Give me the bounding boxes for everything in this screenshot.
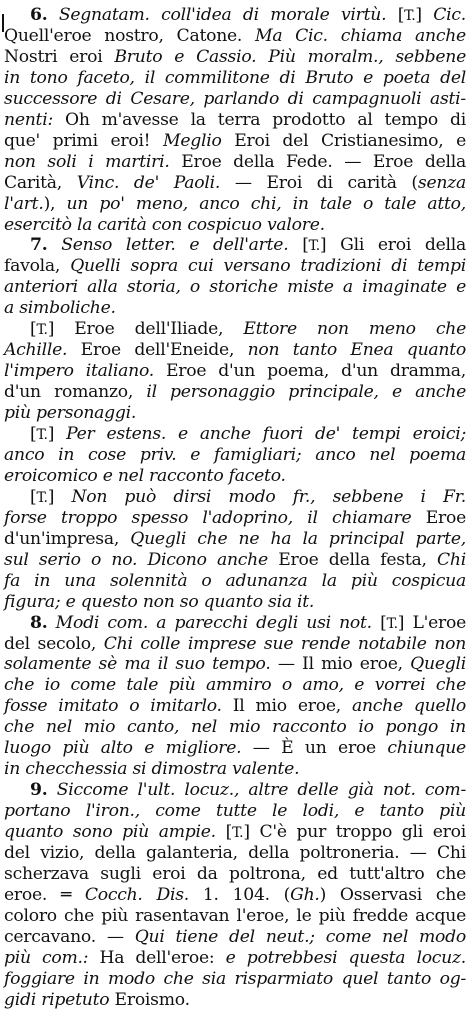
- text-line: esercitò la carità con cospicuo valore.: [4, 214, 325, 235]
- text-line: Nostri eroi Bruto e Cassio. Più moralm., sebbene: [4, 46, 466, 67]
- text-line: del vizio, della galanteria, della poltroneria. — Chi: [4, 843, 466, 863]
- text-line: scherzava sugli eroi da poltrona, ed tutt'altro che: [4, 863, 466, 884]
- text-line: 7. Senso letter. e dell'arte. [T.] Gli eroi della: [30, 235, 467, 256]
- text-line: più personaggi.: [4, 403, 137, 424]
- text-line: 6. Segnatam. coll'idea di morale virtù. [T.] Cic.: [30, 5, 466, 25]
- text-line: che nel mio canto, nel mio racconto io pongo in: [4, 717, 466, 738]
- text-line: favola, Quelli sopra cui versano tradizioni di tempi: [4, 256, 466, 277]
- text-line: [T.] Eroe dell'Iliade, Ettore non meno che: [30, 319, 466, 340]
- text-line: figura; e questo non so quanto sia it.: [4, 591, 315, 612]
- text-line: que' primi eroi! Meglio Eroi del Cristianesimo, e: [4, 130, 466, 151]
- text-line: anco in cose priv. e famigliari; anco nel poema: [4, 444, 466, 465]
- text-line: portano l'iron., come tutte le lodi, e tanto più: [4, 801, 466, 822]
- text-line: Carità, Vinc. de' Paoli. — Eroi di carità (senza: [4, 172, 466, 193]
- text-line: fa in una solennità o adunanza la più cospicua: [4, 570, 466, 591]
- text-line: anteriori alla storia, o storiche miste a imaginate e: [4, 277, 466, 298]
- text-line: coloro che più rasentavan l'eroe, le più fredde acque: [4, 905, 466, 926]
- text-line: che io come tale più ammiro o amo, e vorrei che: [4, 675, 466, 696]
- text-line: quanto sono più ampie. [T.] C'è pur troppo gli eroi: [4, 822, 466, 843]
- text-line: fosse imitato o imitarlo. Il mio eroe, anche quello: [4, 696, 466, 717]
- text-line: 9. Siccome l'ult. locuz., altre delle già not. com-: [30, 780, 466, 801]
- text-line: [T.] Per estens. e anche fuori de' tempi eroici;: [30, 424, 466, 444]
- text-line: in tono faceto, il commilitone di Bruto e poeta del: [4, 67, 466, 88]
- text-line: [T.] Non può dirsi modo fr., sebbene i Fr.: [30, 486, 466, 507]
- text-line: in checchessia si dimostra valente.: [4, 759, 300, 780]
- text-line: del secolo, Chi colle imprese sue rende notabile non: [4, 633, 467, 654]
- text-line: luogo più alto e migliore. — È un eroe chiunque: [4, 738, 466, 759]
- text-line: non soli i martiri. Eroe della Fede. — Eroe della: [4, 151, 466, 172]
- text-line: l'impero italiano. Eroe d'un poema, d'un dramma,: [4, 361, 466, 382]
- text-line: sul serio o no. Dicono anche Eroe della festa, Chi: [4, 549, 466, 570]
- text-line: foggiare in modo che sia risparmiato quel tanto og-: [4, 968, 466, 989]
- text-line: l'art.), un po' meno, anco chi, in tale o tale atto,: [4, 193, 466, 214]
- text-line: 8. Modi com. a parecchi degli usi not. [T.] L'eroe: [30, 612, 467, 633]
- text-line: eroicomico e nel racconto faceto.: [4, 465, 286, 486]
- text-line: Quell'eroe nostro, Catone. Ma Cic. chiama anche: [4, 25, 466, 46]
- text-line: gidi ripetuto Eroismo.: [4, 989, 190, 1010]
- text-line: più com.: Ha dell'eroe: e potrebbesi questa locuz.: [4, 947, 467, 968]
- text-line: solamente sè ma il suo tempo. — Il mio eroe, Quegli: [4, 654, 466, 675]
- text-line: a simboliche.: [4, 298, 116, 319]
- text-line: successore di Cesare, parlando di campagnuoli asti-: [4, 88, 466, 109]
- text-line: d'un romanzo, il personaggio principale, e anche: [4, 382, 467, 403]
- text-line: eroe. ═ Cocch. Dis. 1. 104. (Gh.) Osservasi che: [4, 884, 466, 905]
- text-line: d'un'impresa, Quegli che ne ha la principal parte,: [4, 528, 466, 549]
- text-line: forse troppo spesso l'adoprino, il chiamare Eroe: [4, 507, 467, 528]
- text-line: Achille. Eroe dell'Eneide, non tanto Enea quanto: [4, 340, 466, 361]
- text-line: nenti: Oh m'avesse la terra prodotto al tempo di: [4, 109, 466, 130]
- text-line: cercavano. — Qui tiene del neut.; come nel modo: [4, 926, 466, 947]
